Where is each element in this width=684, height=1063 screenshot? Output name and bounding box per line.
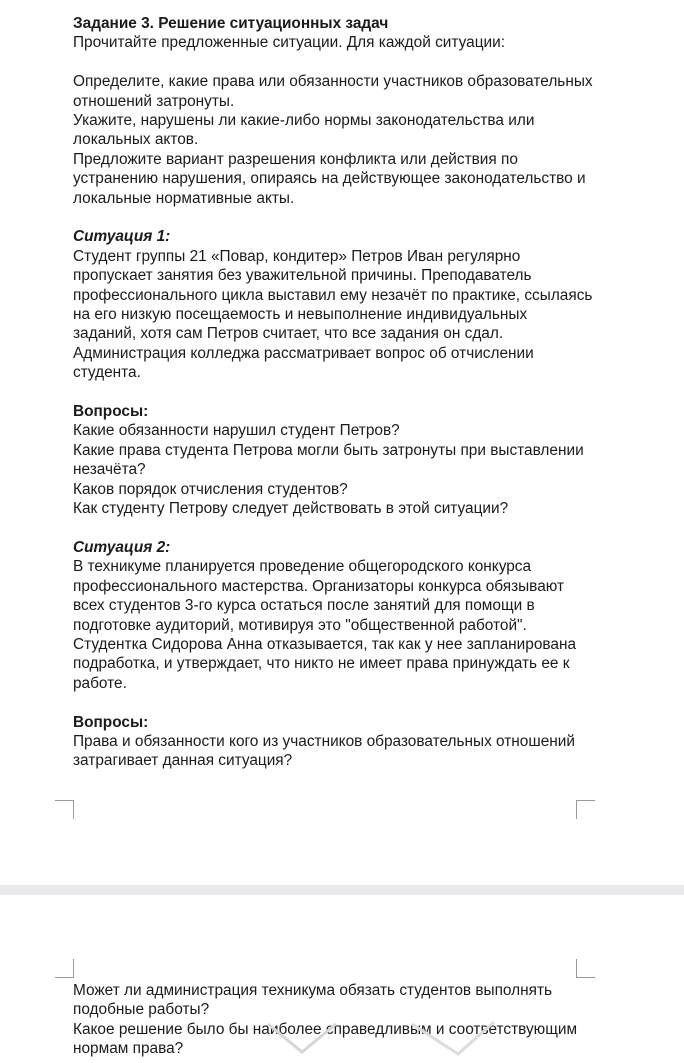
task-title: Задание 3. Решение ситуационных задач [73,15,389,32]
question: Каков порядок отчисления студентов? [73,480,348,498]
page-corner-mark [576,959,595,978]
situation-1-heading: Ситуация 1: [73,228,171,246]
page-corner-mark [55,959,74,978]
question: Какое решение было бы наиболее справедливым и соответствующим нормам права? [73,1020,578,1058]
questions-heading: Вопросы: [73,713,149,731]
question: Какие обязанности нарушил студент Петров? [73,422,400,440]
questions-heading: Вопросы: [73,403,149,421]
instruction: Предложите вариант разрешения конфликта или действия по устранению нарушения, опираясь на действующее законодательство и локальные нормативные акты. [73,150,586,207]
document-page-2 [0,895,684,1063]
page-separator [0,885,684,895]
situation-2-text: В техникуме планируется проведение общегородского конкурса профессионального мастерства. Организаторы конкурса обязывают всех студентов 3-го курса остаться после занятий для помощи в подготовке аудиторий, мотивируя это "общественной работой". Студентка Сидорова Анна отказывается, так как у нее запланирована подработка, и утверждает, что никто не имеет права принуждать ее к работе. [73,558,577,692]
page-corner-mark [55,800,74,819]
task-intro: Прочитайте предложенные ситуации. Для каждой ситуации: [73,34,505,52]
page-1-content [73,14,593,771]
situation-1-text: Студент группы 21 «Повар, кондитер» Петров Иван регулярно пропускает занятия без уважительной причины. Преподаватель профессионального цикла выставил ему незачёт по практике, ссылаясь на его низкую посещаемость и невыполнение индивидуальных заданий, хотя сам Петров считает, что все задания он сдал. Администрация колледжа рассматривает вопрос об отчислении студента. [73,247,593,382]
page-corner-mark [576,800,595,819]
question: Может ли администрация техникума обязать студентов выполнять подобные работы? [73,982,553,1019]
situation-2-heading: Ситуация 2: [73,538,171,556]
instruction: Определите, какие права или обязанности участников образовательных отношений затронуты. [73,73,593,110]
instruction: Укажите, нарушены ли какие-либо нормы законодательства или локальных актов. [73,112,535,149]
question: Права и обязанности кого из участников образовательных отношений затрагивает данная ситуация? [73,732,575,770]
question: Как студенту Петрову следует действовать в этой ситуации? [73,500,509,518]
question: Какие права студента Петрова могли быть затронуты при выставлении незачёта? [73,441,584,479]
page-2-content [73,981,593,1059]
